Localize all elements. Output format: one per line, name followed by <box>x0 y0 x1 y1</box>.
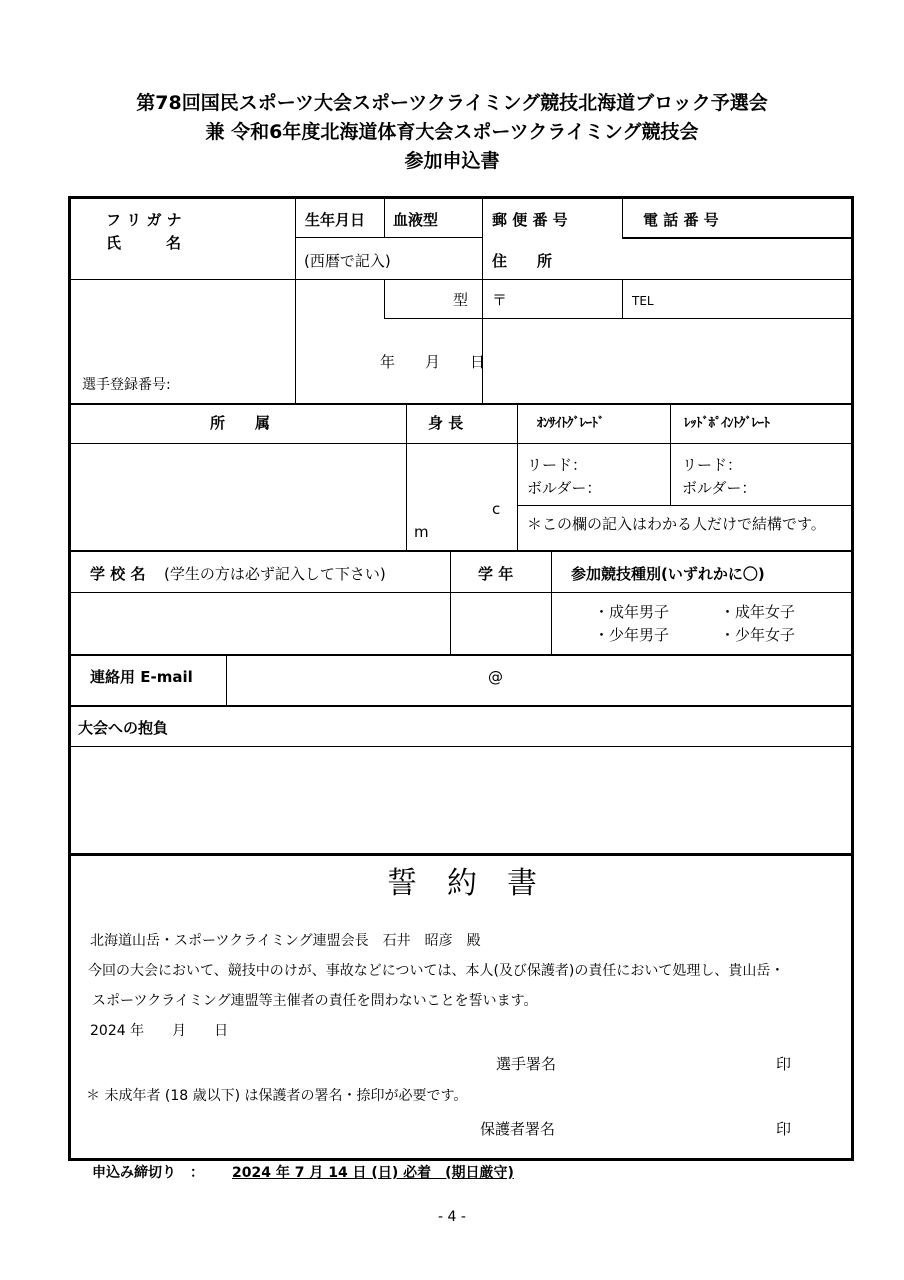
category-youth-female: ・少年女子 <box>720 626 796 644</box>
furigana-label: フ リ ガ ナ <box>106 211 182 229</box>
minor-note: ＊ 未成年者 (18 歳以下) は保護者の署名・捺印が必要です。 <box>86 1088 468 1104</box>
height-unit-m: m <box>414 523 429 541</box>
redpoint-boulder-label: ボルダー： <box>682 479 757 497</box>
registration-number-label: 選手登録番号: <box>82 377 171 393</box>
onsight-boulder-label: ボルダー： <box>527 479 602 497</box>
redpoint-grade-label: ﾚｯﾄﾞﾎﾟｲﾝﾄｸﾞﾚｰﾄ <box>684 416 770 431</box>
athlete-signature-label: 選手署名 <box>496 1055 557 1073</box>
pledge-title: 誓 約 書 <box>387 866 537 901</box>
page-title: 第78回国民スポーツ大会スポーツクライミング競技北海道ブロック予選会 <box>136 92 768 114</box>
affiliation-label: 所 属 <box>210 414 271 432</box>
pledge-text-line1: 今回の大会において、競技中のけが、事故などについては、本人(及び保護者)の責任において処理し、貴山岳・ <box>88 963 785 979</box>
grade-note: ＊この欄の記入はわかる人だけで結構です。 <box>527 515 826 533</box>
pledge-text-line2: スポーツクライミング連盟等主催者の責任を問わないことを誓います。 <box>92 993 538 1009</box>
postal-mark: 〒 <box>492 291 508 309</box>
pledge-addressee: 北海道山岳・スポーツクライミング連盟会長 石井 昭彦 殿 <box>90 933 481 949</box>
blood-type-suffix: 型 <box>453 291 469 309</box>
onsight-grade-label: ｵﾝｻｲﾄｸﾞﾚｰﾄﾞ <box>537 416 604 431</box>
page-subtitle: 兼 令和6年度北海道体育大会スポーツクライミング競技会 <box>205 121 699 143</box>
email-at-sign: @ <box>488 668 503 686</box>
height-label: 身 長 <box>428 414 464 432</box>
onsight-lead-label: リード： <box>527 456 588 474</box>
category-youth-male: ・少年男子 <box>594 626 670 644</box>
category-adult-male: ・成年男子 <box>594 603 670 621</box>
email-label: 連絡用 E-mail <box>90 668 193 686</box>
page-number: - 4 - <box>438 1209 466 1225</box>
address-label: 住 所 <box>492 252 553 270</box>
form-title: 参加申込書 <box>404 150 500 172</box>
guardian-signature-label: 保護者署名 <box>480 1120 556 1138</box>
guardian-seal-mark: 印 <box>776 1120 792 1138</box>
name-label: 氏 名 <box>106 234 182 252</box>
redpoint-lead-label: リード： <box>682 456 743 474</box>
birthdate-label: 生年月日 <box>305 211 366 229</box>
school-note: (学生の方は必ず記入して下さい) <box>164 565 386 583</box>
seireki-note: (西暦で記入) <box>304 252 391 270</box>
height-unit-c: c <box>492 500 501 518</box>
postal-code-label: 郵 便 番 号 <box>492 211 568 229</box>
blood-type-label: 血液型 <box>393 211 439 229</box>
pledge-date: 2024 年 月 日 <box>90 1023 229 1039</box>
aspiration-label: 大会への抱負 <box>78 719 169 737</box>
birthdate-fields: 年 月 日 <box>380 353 486 371</box>
athlete-seal-mark: 印 <box>776 1055 792 1073</box>
phone-number-label: 電 話 番 号 <box>643 211 719 229</box>
deadline-label: 申込み締切り ： <box>92 1165 204 1181</box>
school-year-label: 学 年 <box>478 565 514 583</box>
category-adult-female: ・成年女子 <box>720 603 796 621</box>
category-label: 参加競技種別(いずれかに〇) <box>571 565 765 583</box>
deadline-value: 2024 年 7 月 14 日 (日) 必着 (期日厳守) <box>232 1165 514 1181</box>
tel-mark: TEL <box>632 294 654 308</box>
school-name-label: 学 校 名 <box>90 565 146 583</box>
